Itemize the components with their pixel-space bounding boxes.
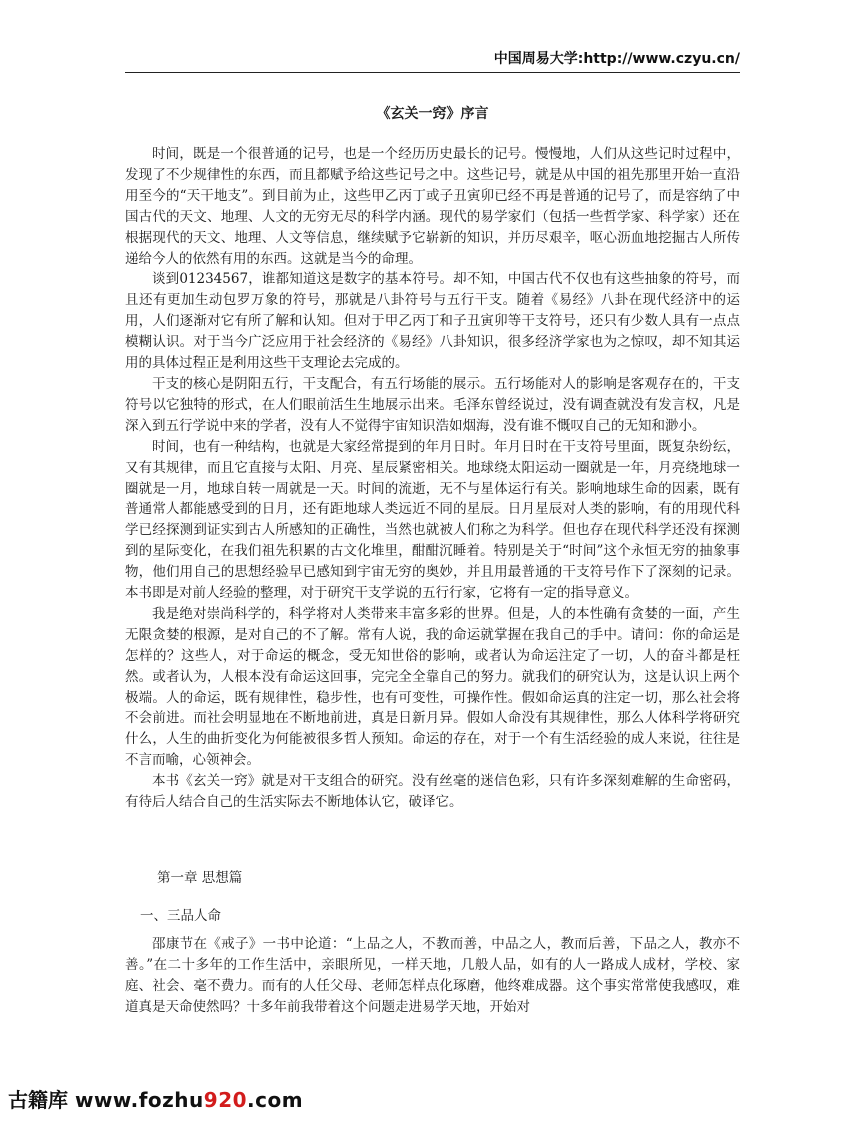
paragraph: 本书《玄关一窍》就是对干支组合的研究。没有丝毫的迷信色彩，只有许多深刻难解的生命密码，有待后人结合自己的生活实际去不断地体认它，破译它。 <box>125 773 740 811</box>
paragraph: 邵康节在《戒子》一书中论道：“上品之人，不教而善，中品之人，教而后善，下品之人，教亦不善。”在二十多年的工作生活中，亲眼所见，一样天地，几般人品，如有的人一路成人成材，学校、家庭、社会、毫不费力。而有的人任父母、老师怎样点化琢磨，他终难成器。这个事实常常使我感叹，难道真是天命使然吗？十多年前我带着这个问题走进易学天地，开始对 <box>125 936 740 1015</box>
header-divider <box>125 72 740 73</box>
document-title: 《玄关一窍》序言 <box>376 106 489 122</box>
site-header: 中国周易大学:http://www.czyu.cn/ <box>493 51 740 67</box>
footer-domain-prefix: www.fozhu <box>74 1088 204 1112</box>
paragraph: 谈到01234567，谁都知道这是数字的基本符号。却不知，中国古代不仅也有这些抽象的符号，而且还有更加生动包罗万象的符号，那就是八卦符号与五行干支。随着《易经》八卦在现代经济中的运用，人们逐渐对它有所了解和认知。但对于甲乙丙丁和子丑寅卯等干支符号，还只有少数人具有一点点模糊认识。对于当今广泛应用于社会经济的《易经》八卦知识，很多经济学家也为之惊叹，却不知其运用的具体过程正是利用这些干支理论去完成的。 <box>125 271 740 372</box>
footer-domain-accent: 920 <box>203 1088 248 1112</box>
section-body <box>125 934 740 1018</box>
footer-watermark <box>8 1084 303 1113</box>
chapter-heading: 第一章 思想篇 <box>157 870 243 886</box>
paragraph: 时间，既是一个很普通的记号，也是一个经历历史最长的记号。慢慢地，人们从这些记时过程中，发现了不少规律性的东西，而且都赋予给这些记号之中。这些记号，就是从中国的祖先那里开始一直沿用至今的“天干地支”。到目前为止，这些甲乙丙丁或子丑寅卯已经不再是普通的记号了，而是容纳了中国古代的天文、地理、人文的无穷无尽的科学内涵。现代的易学家们（包括一些哲学家、科学家）还在根据现代的天文、地理、人文等信息，继续赋予它崭新的知识，并历尽艰辛，呕心沥血地挖掘古人所传递给今人的依然有用的东西。这就是当今的命理。 <box>125 146 740 267</box>
paragraph: 干支的核心是阴阳五行，干支配合，有五行场能的展示。五行场能对人的影响是客观存在的，干支符号以它独特的形式，在人们眼前活生生地展示出来。毛泽东曾经说过，没有调查就没有发言权，凡是深入到五行学说中来的学者，没有人不觉得宇宙知识浩如烟海，没有谁不慨叹自己的无知和渺小。 <box>125 375 740 434</box>
preface-body <box>125 144 740 813</box>
paragraph: 时间，也有一种结构，也就是大家经常提到的年月日时。年月日时在干支符号里面，既复杂纷纭，又有其规律，而且它直接与太阳、月亮、星辰紧密相关。地球绕太阳运动一圈就是一年，月亮绕地球一圈就是一月，地球自转一周就是一天。时间的流逝，无不与星体运行有关。影响地球生命的因素，既有普通常人都能感受到的日月，还有距地球人类远近不同的星辰。日月星辰对人类的影响，有的用现代科学已经探测到证实到古人所感知的正确性，当然也就被人们称之为科学。但也存在现代科学还没有探测到的星际变化，在我们祖先积累的古文化堆里，酣酣沉睡着。特别是关于“时间”这个永恒无穷的抽象事物，他们用自己的思想经验早已感知到宇宙无穷的奥妙，并且用最普通的干支符号作下了深刻的记录。本书即是对前人经验的整理，对于研究干支学说的五行行家，它将有一定的指导意义。 <box>125 438 740 602</box>
footer-domain-suffix: .com <box>247 1088 304 1112</box>
paragraph: 我是绝对崇尚科学的，科学将对人类带来丰富多彩的世界。但是，人的本性确有贪婪的一面，产生无限贪婪的根源，是对自己的不了解。常有人说，我的命运就掌握在我自己的手中。请问：你的命运是怎样的？这些人，对于命运的概念，受无知世俗的影响，或者认为命运注定了一切，人的奋斗都是枉然。或者认为，人根本没有命运这回事，完完全全靠自己的努力。就我们的研究认为，这是认识上两个极端。人的命运，既有规律性，稳步性，也有可变性，可操作性。假如命运真的注定一切，那么社会将不会前进。而社会明显地在不断地前进，真是日新月异。假如人命没有其规律性，那么人体科学将研究什么，人生的曲折变化为何能被很多哲人预知。命运的存在，对于一个有生活经验的成人来说，往往是不言而喻，心领神会。 <box>125 605 740 769</box>
footer-domain <box>75 1088 303 1112</box>
footer-label: 古籍库 <box>8 1088 68 1112</box>
section-heading: 一、三品人命 <box>140 908 221 924</box>
